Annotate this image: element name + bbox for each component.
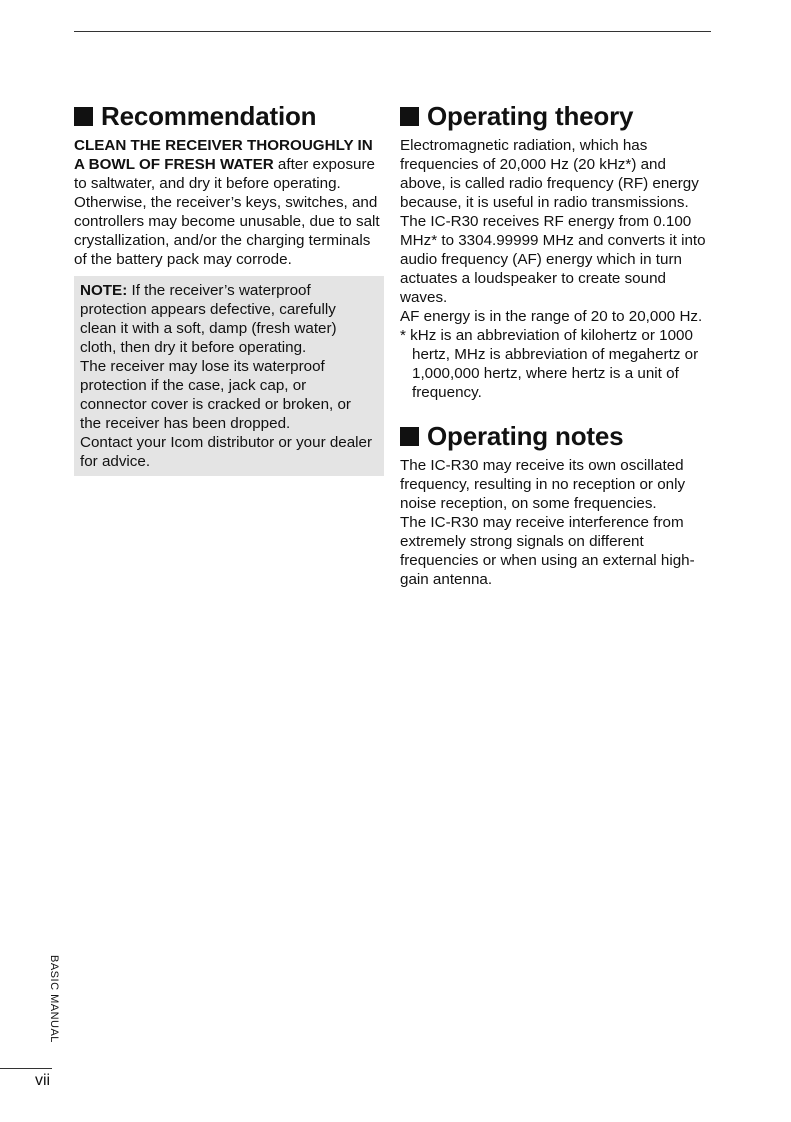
operating-theory-footnote: * kHz is an abbreviation of kilohertz or 1000 hertz, MHz is abbreviation of megahertz or 1,000,000 hertz, where hertz is a unit of frequency. — [400, 327, 699, 401]
note-line-1 — [80, 281, 374, 357]
recommendation-title: Recommendation — [101, 101, 317, 131]
recommendation-body — [74, 136, 384, 269]
note-line-3: Contact your Icom distributor or your dealer for advice. — [80, 434, 373, 470]
note-label: NOTE: — [80, 282, 128, 299]
operating-theory-heading — [400, 100, 712, 132]
side-label: BASIC MANUAL — [48, 955, 60, 1043]
note-text-1: If the receiver’s waterproof protection appears defective, carefully clean it with a soft, damp (fresh water) cloth, then dry it before operating. — [80, 282, 337, 356]
operating-theory-para-1: Electromagnetic radiation, which has frequencies of 20,000 Hz (20 kHz*) and above, is called radio frequency (RF) energy because, it is useful in radio transmissions. The IC-R30 receives RF energy from 0.100 MHz* to 3304.99999 MHz and converts it into audio frequency (AF) energy which in turn actuates a loudspeaker to create sound waves. — [400, 137, 706, 306]
note-box — [74, 276, 384, 476]
operating-notes-para-2: The IC-R30 may receive interference from extremely strong signals on different frequencies or when using an external high-gain antenna. — [400, 514, 695, 588]
square-bullet-icon — [74, 107, 93, 126]
recommendation-section — [74, 100, 384, 476]
recommendation-heading — [74, 100, 384, 132]
square-bullet-icon — [400, 427, 419, 446]
recommendation-text: after exposure to saltwater, and dry it before operating. Otherwise, the receiver’s keys, switches, and controllers may become unusable, due to salt crystallization, and/or the charging terminals of the battery pack may corrode. — [74, 156, 380, 268]
recommendation-bold-lead: CLEAN THE RECEIVER THOROUGHLY IN A BOWL OF FRESH WATER — [74, 137, 373, 173]
page-number-rule — [0, 1068, 52, 1069]
square-bullet-icon — [400, 107, 419, 126]
operating-notes-para-1: The IC-R30 may receive its own oscillated frequency, resulting in no reception or only noise reception, on some frequencies. — [400, 457, 686, 512]
operating-theory-para-2: AF energy is in the range of 20 to 20,000 Hz. — [400, 308, 703, 325]
page-number: vii — [35, 1072, 51, 1089]
operating-notes-heading — [400, 420, 712, 452]
right-column — [400, 100, 712, 589]
operating-theory-title: Operating theory — [427, 101, 634, 131]
note-line-2: The receiver may lose its waterproof protection if the case, jack cap, or connector cover is cracked or broken, or the receiver has been dropped. — [80, 358, 351, 432]
operating-notes-title: Operating notes — [427, 421, 624, 451]
top-rule — [74, 31, 711, 32]
